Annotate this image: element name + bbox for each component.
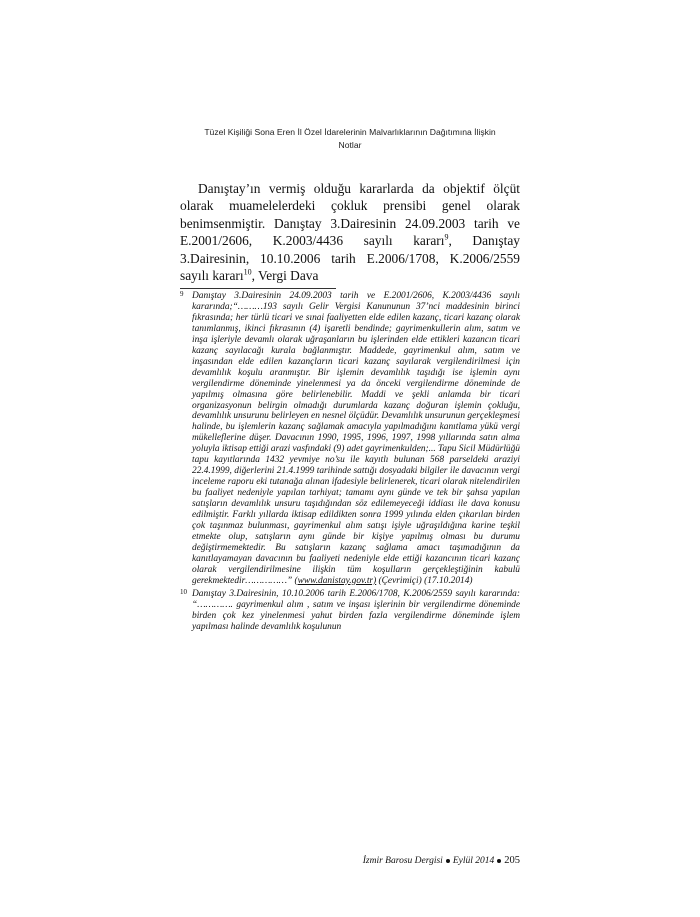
footnote-access-date: (Çevrimiçi) (17.10.2014) xyxy=(378,575,473,586)
footnote-ref-9[interactable]: 9 xyxy=(444,232,449,242)
footnote-link[interactable]: (www.danistay.gov.tr) xyxy=(294,575,377,586)
footnote-ref-10[interactable]: 10 xyxy=(243,267,252,277)
bullet-icon xyxy=(446,859,450,863)
footnotes xyxy=(180,291,520,635)
body-paragraph xyxy=(180,180,520,284)
footnote-separator xyxy=(180,288,336,289)
page-footer xyxy=(180,855,520,866)
footnote-number: 9 xyxy=(180,290,184,298)
body-text-part-1: Danıştay’ın vermiş olduğu kararlarda da objektif ölçüt olarak muamelelerdeki çokluk prensibi genel olarak benimsenmiştir. Danıştay 3.Dairesinin 24.09.2003 tarih ve E.2001/2606, K.2003/4436 sayılı kararı xyxy=(180,181,520,249)
issue-date: Eylül 2014 xyxy=(452,856,495,866)
footnote-9 xyxy=(180,291,520,587)
page-number: 205 xyxy=(504,855,520,866)
footnote-text: Danıştay 3.Dairesinin 24.09.2003 tarih ve E.2001/2606, K.2003/4436 sayılı kararında;“………193 sayılı Gelir Vergisi Kanununun 37’nci maddesinin birinci fıkrasında; her türlü ticari ve sınai faaliyetten elde edilen kazanç, ticari kazanç olarak tanımlanmış, ikinci fıkrasının (4) işaretli bendinde; gayrimenkullerin alım, satım ve inşa işleriyle devamlı olarak uğraşanların bu işlerinden elde ettikleri kazancın ticari kazanç sayılacağı kurala bağlanmıştır. Maddede, gayrimenkul alım, satım ve inşasından elde edilen kazançların ticari kazanç sayılarak vergilendirilmesi için devamlılık koşulu aranmıştır. Bir işlemin devamlılık taşıdığı ise işlemin aynı vergilendirme döneminde yinelenmesi ya da önceki vergilendirme döneminde de yapılmış olmasına göre belirlenebilir. Maddi ve şekli anlamda bir ticari organizasyonun belirgin olmadığı durumlarda kazanç doğuran işlemin çokluğu, devamlılık unsurunu belirleyen en nesnel ölçüdür. Devamlılık unsurunun gerçekleşmesi halinde, bu işlemlerin kazanç sağlamak amacıyla yapılmadığını kanıtlama yükü vergi mükelleflerine düşer. Davacının 1990, 1995, 1996, 1997, 1998 yıllarında satın alma yoluyla iktisap ettiği arazi vasfındaki (9) adet gayrimenkulden;... Tapu Sicil Müdürlüğü tapu kayıtlarında 1432 yevmiye no’su ile kayıtlı bulunan 568 parseldeki araziyi 22.4.1999, diğerlerini 21.4.1999 tarihinde sattığı dosyadaki bilgiler ile davacının vergi inceleme raporu eki tutanağa alınan ifadesiyle belirlenerek, ticari olarak nitelendirilen bu faaliyet nedeniyle yapılan tarhiyat; tamamı aynı günde ve tek bir şahsa yapılan satışların devamlılık unsuru taşıdığından söz edilemeyeceği iddiası ile dava konusu edilmiştir. Farklı yıllarda iktisap edildikten sonra 1999 yılında elden çıkarılan birden çok taşınmaz bulunması, gayrimenkul alım satışı işiyle uğraşıldığına karine teşkil etmekte olup, satışların aynı günde bir kişiye yapılmış olması bu durumu değiştirmemektedir. Bu satışların kazanç sağlama amacı taşımadığının da kanıtlayamayan davacının bu faaliyeti nedeniyle elde ettiği kazancının ticari kazanç olarak vergilendirilmesine ilişkin tüm koşulların gerçekleştiğinin kabulü gerekmektedir……………” xyxy=(192,291,520,586)
footnote-text: Danıştay 3.Dairesinin, 10.10.2006 tarih E.2006/1708, K.2006/2559 sayılı kararında: “…………. gayrimenkul alım , satım ve inşası işlerinin bir vergilendirme döneminde birden çok kez yinelenmesi yahut birden fazla vergilendirme döneminde işlem yapılması halinde devamlılık koşulunun xyxy=(192,588,520,632)
running-header xyxy=(180,126,520,152)
running-header-line-2: Notlar xyxy=(338,140,362,150)
footnote-number: 10 xyxy=(180,587,187,596)
journal-name: İzmir Barosu Dergisi xyxy=(362,856,443,866)
bullet-icon xyxy=(497,859,501,863)
running-header-line-1: Tüzel Kişiliği Sona Eren İl Özel İdarelerinin Malvarlıklarının Dağıtımına İlişkin xyxy=(204,127,496,137)
body-text-part-3: , Vergi Dava xyxy=(251,268,319,284)
body-text-part-2: , Danıştay 3.Dairesinin, 10.10.2006 tarih E.2006/1708, K.2006/2559 sayılı kararı xyxy=(180,233,521,284)
footnote-10 xyxy=(180,589,520,633)
